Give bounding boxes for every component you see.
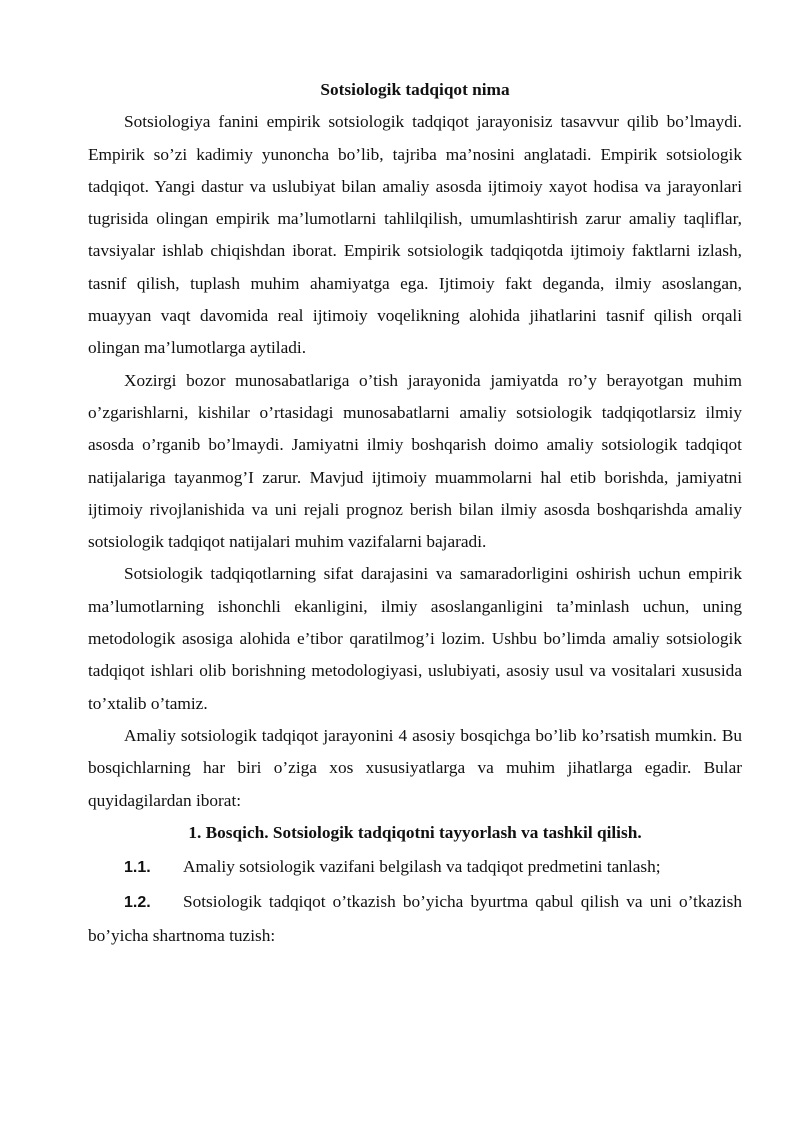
paragraph-intro: Sotsiologiya fanini empirik sotsiologik tadqiqot jarayonisiz tasavvur qilib bo’lmaydi. Empirik so’zi kadimiy yunoncha bo’lib, tajriba ma’nosini anglatadi. Empirik sotsiologik tadqiqot. Yangi dastur va uslubiyat bilan amaliy asosda ijtimoiy xayot hodisa va jarayonlari tugrisida olingan empirik ma’lumotlarni tahlilqilish, umumlashtirish zarur amaliy taqliflar, tavsiyalar ishlab chiqishdan iborat. Empirik sotsiologik tadqiqotda ijtimoiy faktlarni izlash, tasnif qilish, tuplash muhim ahamiyatga ega. Ijtimoiy fakt deganda, ilmiy asoslangan, muayyan vaqt davomida real ijtimoiy voqelikning alohida jihatlarini tasnif qilish orqali olingan ma’lumotlarga aytiladi. [88, 112, 742, 358]
document-page [88, 74, 742, 952]
list-item-number: 1.2. [124, 894, 151, 912]
list-item [88, 886, 742, 952]
list-item-number: 1.1. [124, 859, 151, 877]
paragraph-quality: Sotsiologik tadqiqotlarning sifat darajasini va samaradorligini oshirish uchun empirik ma’lumotlarning ishonchli ekanligini, ilmiy asoslanganligini ta’minlash uchun, uning metodologik asosiga alohida e’tibor qaratilmog’i lozim. Ushbu bo’limda amaliy sotsiologik tadqiqot ishlari olib borishning metodologiyasi, uslubiyati, asosiy usul va vositalari xususida to’xtalib o’tamiz. [88, 564, 742, 713]
list-item-text: Sotsiologik tadqiqot o’tkazish bo’yicha byurtma qabul qilish va uni o’tkazish bo’yicha shartnoma tuzish: [88, 892, 742, 945]
list-item [88, 851, 742, 884]
paragraph-market-relations: Xozirgi bozor munosabatlariga o’tish jarayonida jamiyatda ro’y berayotgan muhim o’zgarishlarni, kishilar o’rtasidagi munosabatlarni amaliy sotsiologik tadqiqotlarsiz ilmiy asosda o’rganib bo’lmaydi. Jamiyatni ilmiy boshqarish doimo amaliy sotsiologik tadqiqot natijalariga tayanmog’I zarur. Mavjud ijtimoiy muammolarni hal etib borishda, jamiyatni ijtimoiy rivojlanishida va uni rejali prognoz berish bilan ilmiy asosda boshqarishda amaliy sotsiologik tadqiqot natijalari muhim vazifalarni bajaradi. [88, 370, 742, 552]
paragraph-stages: Amaliy sotsiologik tadqiqot jarayonini 4 asosiy bosqichga bo’lib ko’rsatish mumkin. Bu bosqichlarning har biri o’ziga xos xususiyatlarga va muhim jihatlarga egadir. Bular quyidagilardan iborat: [88, 725, 742, 810]
document-title: Sotsiologik tadqiqot nima [320, 80, 510, 99]
list-item-text: Amaliy sotsiologik vazifani belgilash va tadqiqot predmetini tanlash; [183, 857, 661, 877]
stage-heading: 1. Bosqich. Sotsiologik tadqiqotni tayyorlash va tashkil qilish. [188, 822, 642, 842]
